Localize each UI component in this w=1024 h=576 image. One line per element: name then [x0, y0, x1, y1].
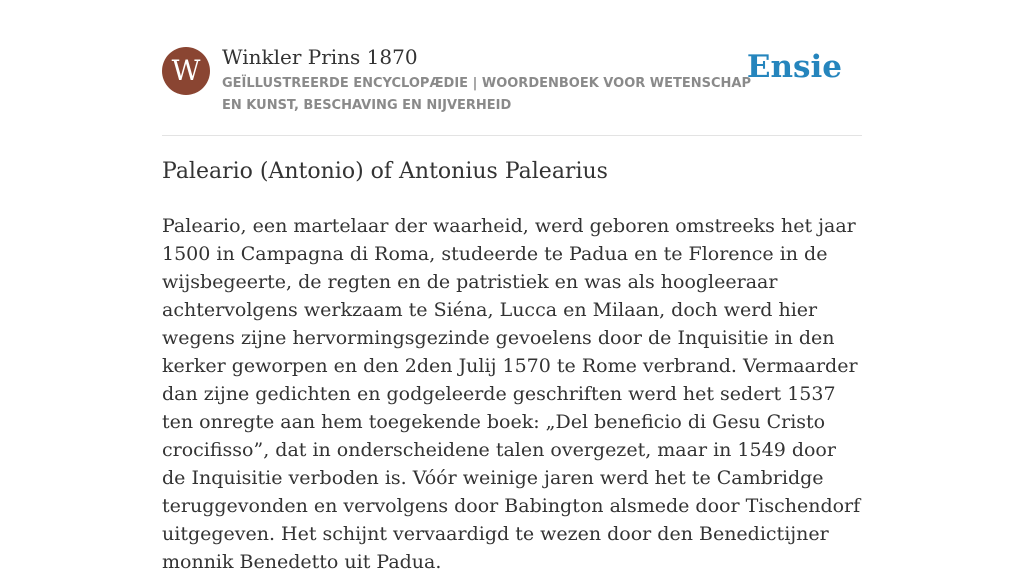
entry-title: Paleario (Antonio) of Antonius Palearius [162, 159, 608, 184]
header-divider [162, 135, 862, 136]
source-title[interactable]: Winkler Prins 1870 [222, 45, 418, 69]
source-avatar[interactable]: W [162, 47, 210, 95]
source-header [162, 44, 862, 135]
ensie-logo[interactable]: Ensie [746, 49, 842, 85]
source-subtitle: GEÏLLUSTREERDE ENCYCLOPÆDIE | WOORDENBOEK VOOR WETENSCHAP EN KUNST, BESCHAVING EN NIJVERHEID [222, 76, 751, 113]
entry-body: Paleario, een martelaar der waarheid, werd geboren omstreeks het jaar 1500 in Campagna di Roma, studeerde te Padua en te Florence in de wijsbegeerte, de regten en de patristiek en was als hoogleeraar achtervolgens werkzaam te Siéna, Lucca en Milaan, doch werd hier wegens zijne hervormingsgezinde gevoelens door de Inquisitie in den kerker geworpen en den 2den Julij 1570 te Rome verbrand. Vermaarder dan zijne gedichten en godgeleerde geschriften werd het sedert 1537 ten onregte aan hem toegekende boek: „Del beneficio di Gesu Cristo crocifisso”, dat in onderscheidene talen overgezet, maar in 1549 door de Inquisitie verboden is. Vóór weinige jaren werd het te Cambridge teruggevonden en vervolgens door Babington alsmede door Tischendorf uitgegeven. Het schijnt vervaardigd te wezen door den Benedictijner monnik Benedetto uit Padua. [162, 215, 861, 573]
